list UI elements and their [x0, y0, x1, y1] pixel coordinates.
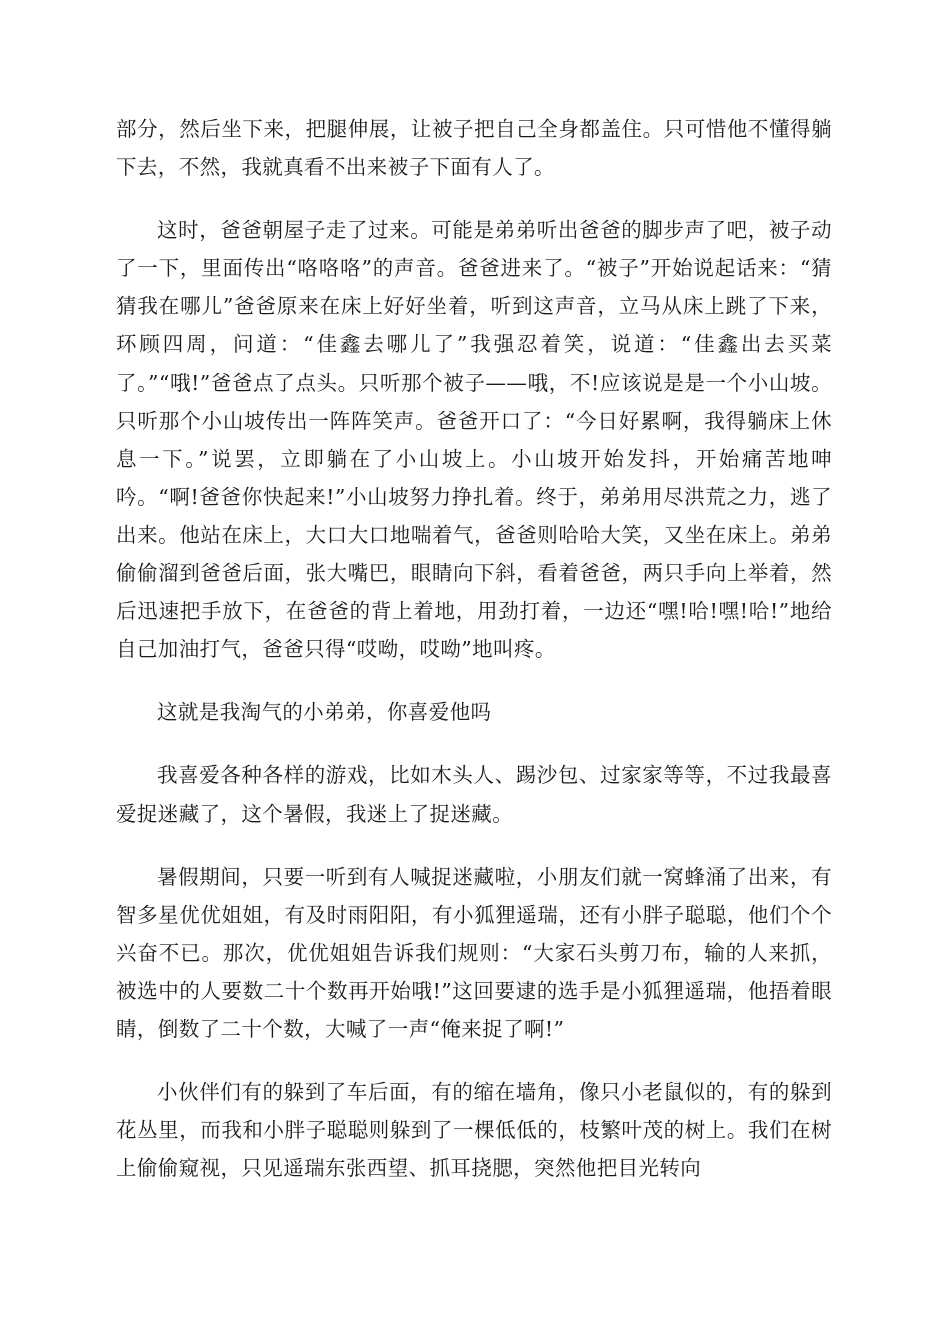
- paragraph: 这时，爸爸朝屋子走了过来。可能是弟弟听出爸爸的脚步声了吧，被子动了一下，里面传出“咯咯咯”的声音。爸爸进来了。“被子”开始说起话来：“猜猜我在哪儿”爸爸原来在床上好好坐着，听到这声音，立马从床上跳了下来，环顾四周，问道：“佳鑫去哪儿了”我强忍着笑，说道：“佳鑫出去买菜了。”“哦!”爸爸点了点头。只听那个被子——哦，不!应该说是是一个小山坡。只听那个小山坡传出一阵阵笑声。爸爸开口了：“今日好累啊，我得躺床上休息一下。”说罢，立即躺在了小山坡上。小山坡开始发抖，开始痛苦地呻吟。“啊!爸爸你快起来!”小山坡努力挣扎着。终于，弟弟用尽洪荒之力，逃了出来。他站在床上，大口大口地喘着气，爸爸则哈哈大笑，又坐在床上。弟弟偷偷溜到爸爸后面，张大嘴巴，眼睛向下斜，看着爸爸，两只手向上举着，然后迅速把手放下，在爸爸的背上着地，用劲打着，一边还“嘿!哈!嘿!哈!”地给自己加油打气，爸爸只得“哎呦，哎呦”地叫疼。: [116, 218, 832, 662]
- paragraph: 小伙伴们有的躲到了车后面，有的缩在墙角，像只小老鼠似的，有的躲到花丛里，而我和小胖子聪聪则躲到了一棵低低的，枝繁叶茂的树上。我们在树上偷偷窥视，只见遥瑞东张西望、抓耳挠腮，突然他把目光转向: [116, 1080, 832, 1181]
- paragraph: 这就是我淘气的小弟弟，你喜爱他吗: [157, 700, 492, 725]
- document-body: [116, 110, 832, 1187]
- paragraph: 暑假期间，只要一听到有人喊捉迷藏啦，小朋友们就一窝蜂涌了出来，有智多星优优姐姐，有及时雨阳阳，有小狐狸遥瑞，还有小胖子聪聪，他们个个兴奋不已。那次，优优姐姐告诉我们规则：“大家石头剪刀布，输的人来抓，被选中的人要数二十个数再开始哦!”这回要逮的选手是小狐狸遥瑞，他捂着眼睛，倒数了二十个数，大喊了一声“俺来捉了啊!”: [116, 864, 832, 1041]
- paragraph: 我喜爱各种各样的游戏，比如木头人、踢沙包、过家家等等，不过我最喜爱捉迷藏了，这个暑假，我迷上了捉迷藏。: [116, 763, 832, 826]
- paragraph: 部分，然后坐下来，把腿伸展，让被子把自己全身都盖住。只可惜他不懂得躺下去，不然，我就真看不出来被子下面有人了。: [116, 117, 832, 180]
